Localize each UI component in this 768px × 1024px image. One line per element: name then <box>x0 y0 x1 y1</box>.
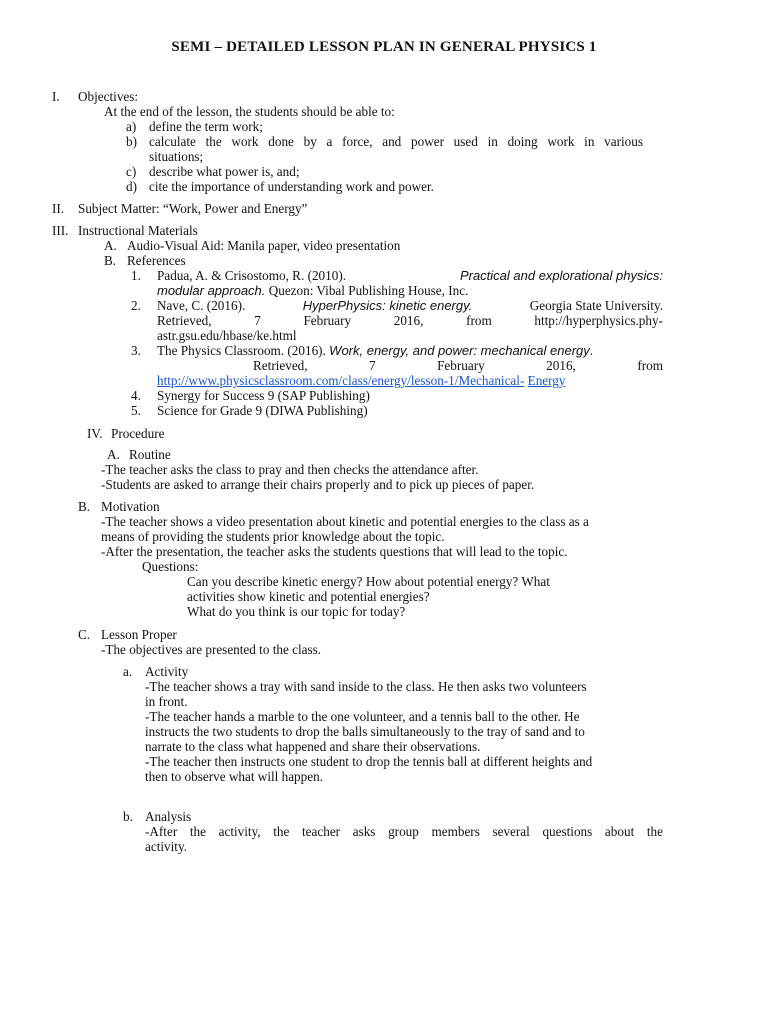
reference-author: Nave, C. (2016). <box>157 298 246 313</box>
section-number-objectives: I. <box>52 89 60 104</box>
section-number-subject: II. <box>52 201 65 216</box>
objective-item: cite the importance of understanding work and power. <box>149 179 434 194</box>
activity-line: then to observe what will happen. <box>145 769 323 784</box>
retrieved-word: February <box>437 358 485 373</box>
lesson-proper-marker: C. <box>78 627 91 642</box>
reference-publisher: Georgia State University. <box>529 298 663 313</box>
analysis-line: activity. <box>145 839 187 854</box>
procedure-heading: Procedure <box>111 426 165 441</box>
retrieved-word: 2016, <box>393 313 424 328</box>
objectives-intro: At the end of the lesson, the students should be able to: <box>104 104 395 119</box>
materials-a-marker: A. <box>104 238 117 253</box>
routine-heading: Routine <box>129 447 171 462</box>
reference-2-line1 <box>157 298 663 313</box>
objective-item-continued: situations; <box>149 149 204 164</box>
reference-1-line1 <box>157 268 663 283</box>
reference-marker: 4. <box>131 388 141 403</box>
materials-b-marker: B. <box>104 253 117 268</box>
retrieved-word: from <box>637 358 663 373</box>
reference-author: The Physics Classroom. (2016). <box>157 343 326 358</box>
reference-marker: 2. <box>131 298 141 313</box>
objective-item: define the term work; <box>149 119 263 134</box>
lesson-proper-heading: Lesson Proper <box>101 627 177 642</box>
lesson-proper-intro: -The objectives are presented to the class. <box>101 642 322 657</box>
retrieved-word: February <box>303 313 352 328</box>
motivation-marker: B. <box>78 499 91 514</box>
routine-line: -Students are asked to arrange their chairs properly and to pick up pieces of paper. <box>101 477 535 492</box>
reference-3-line2 <box>253 358 663 373</box>
objective-item: describe what power is, and; <box>149 164 300 179</box>
analysis-marker: b. <box>123 809 133 824</box>
reference-link-continued[interactable]: Energy <box>527 373 566 388</box>
audio-visual-aid: Audio-Visual Aid: Manila paper, video presentation <box>127 238 401 253</box>
reference-marker: 1. <box>131 268 141 283</box>
reference-4: Synergy for Success 9 (SAP Publishing) <box>157 388 370 403</box>
subject-matter: Subject Matter: “Work, Power and Energy” <box>78 201 308 216</box>
reference-link[interactable]: http://www.physicsclassroom.com/class/energy/lesson-1/Mechanical- <box>157 373 525 388</box>
activity-line: instructs the two students to drop the balls simultaneously to the tray of sand and to <box>145 724 585 739</box>
motivation-heading: Motivation <box>101 499 160 514</box>
activity-heading: Activity <box>145 664 189 679</box>
retrieved-word: Retrieved, <box>157 313 212 328</box>
retrieved-word: 7 <box>254 313 261 328</box>
reference-title: HyperPhysics: kinetic energy. <box>302 298 473 313</box>
reference-5: Science for Grade 9 (DIWA Publishing) <box>157 403 368 418</box>
reference-title: Work, energy, and power: mechanical energy <box>329 343 590 358</box>
section-number-procedure: IV. <box>87 426 103 441</box>
reference-publisher: Quezon: Vibal Publishing House, Inc. <box>268 283 469 298</box>
retrieved-word: 2016, <box>546 358 576 373</box>
references-heading: References <box>127 253 186 268</box>
activity-line: narrate to the class what happened and share their observations. <box>145 739 481 754</box>
activity-line: -The teacher then instructs one student to drop the tennis ball at different heights and <box>145 754 593 769</box>
retrieved-word: from <box>466 313 492 328</box>
retrieved-word: 7 <box>369 358 376 373</box>
activity-line: -The teacher shows a tray with sand inside to the class. He then asks two volunteers <box>145 679 587 694</box>
reference-url: http://hyperphysics.phy- <box>534 313 663 328</box>
objective-marker: d) <box>126 179 137 194</box>
objective-item: calculate the work done by a force, and power used in doing work in various <box>149 134 643 149</box>
objectives-heading: Objectives: <box>78 89 139 104</box>
analysis-line: -After the activity, the teacher asks group members several questions about the <box>145 824 663 839</box>
materials-heading: Instructional Materials <box>78 223 198 238</box>
reference-url-continued: astr.gsu.edu/hbase/ke.html <box>157 328 297 343</box>
objective-marker: b) <box>126 134 137 149</box>
motivation-line: means of providing the students prior knowledge about the topic. <box>101 529 445 544</box>
reference-marker: 5. <box>131 403 141 418</box>
question-line: What do you think is our topic for today? <box>187 604 406 619</box>
activity-marker: a. <box>123 664 133 679</box>
objective-marker: c) <box>126 164 137 179</box>
reference-2-line2 <box>157 313 663 328</box>
objective-marker: a) <box>126 119 137 134</box>
section-number-materials: III. <box>52 223 69 238</box>
activity-line: -The teacher hands a marble to the one volunteer, and a tennis ball to the other. He <box>145 709 580 724</box>
motivation-line: -After the presentation, the teacher asks the students questions that will lead to the topic. <box>101 544 568 559</box>
questions-label: Questions: <box>142 559 199 574</box>
routine-line: -The teacher asks the class to pray and then checks the attendance after. <box>101 462 479 477</box>
question-line: activities show kinetic and potential energies? <box>187 589 430 604</box>
reference-period: . <box>589 343 594 358</box>
motivation-line: -The teacher shows a video presentation about kinetic and potential energies to the class as a <box>101 514 589 529</box>
activity-line: in front. <box>145 694 188 709</box>
reference-title-continued: modular approach. <box>157 283 266 298</box>
reference-3-line1 <box>157 343 593 358</box>
reference-marker: 3. <box>131 343 141 358</box>
reference-1-line2 <box>157 283 468 298</box>
question-line: Can you describe kinetic energy? How about potential energy? What <box>187 574 550 589</box>
retrieved-word: Retrieved, <box>253 358 308 373</box>
reference-title: Practical and explorational physics: <box>459 268 663 283</box>
page-title: SEMI – DETAILED LESSON PLAN IN GENERAL PHYSICS 1 <box>171 39 597 55</box>
analysis-heading: Analysis <box>145 809 192 824</box>
routine-marker: A. <box>107 447 120 462</box>
reference-author: Padua, A. & Crisostomo, R. (2010). <box>157 268 347 283</box>
reference-3-line3 <box>157 373 565 388</box>
